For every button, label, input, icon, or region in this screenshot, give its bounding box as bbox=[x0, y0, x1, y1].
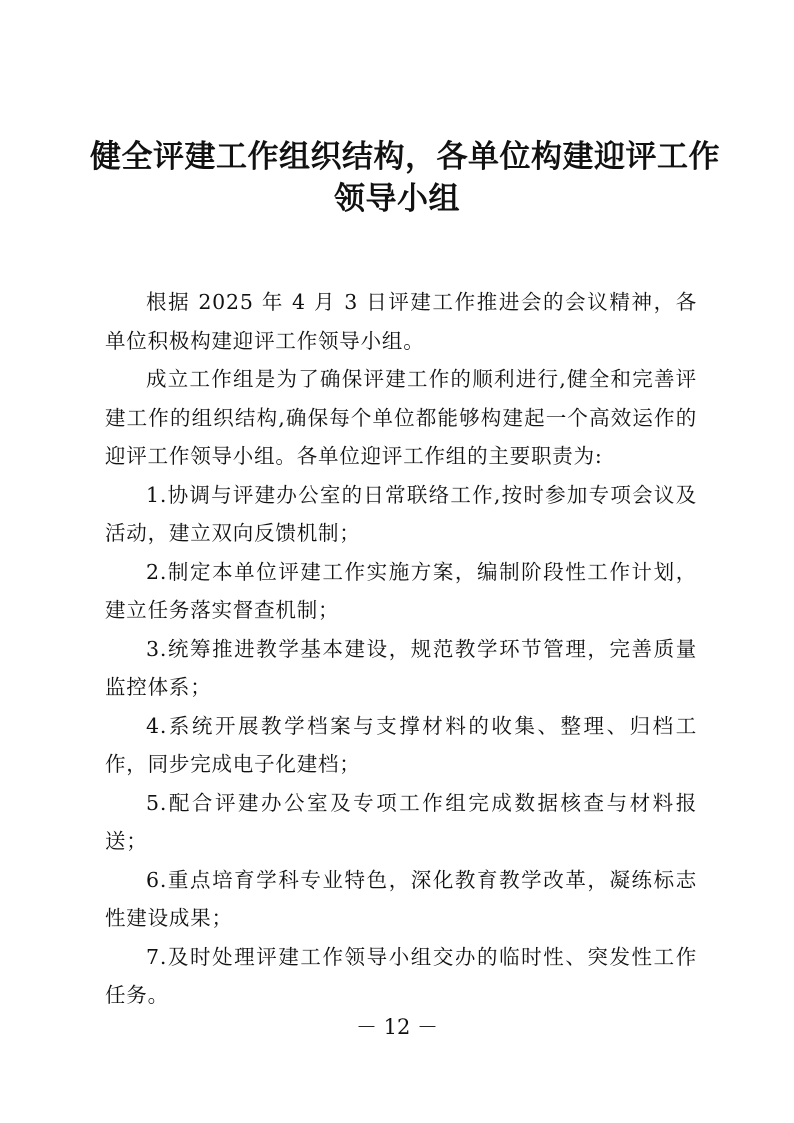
title-line-2: 领导小组 bbox=[334, 181, 460, 217]
duty-item-6: 6.重点培育学科专业特色，深化教育教学改革，凝练标志性建设成果； bbox=[105, 867, 697, 930]
document-body bbox=[105, 283, 697, 1015]
duty-item-2: 2.制定本单位评建工作实施方案，编制阶段性工作计划，建立任务落实督查机制； bbox=[105, 559, 697, 622]
title-line-1: 健全评建工作组织结构，各单位构建迎评工作 bbox=[90, 139, 720, 175]
intro-paragraph: 根据 2025 年 4 月 3 日评建工作推进会的会议精神，各单位积极构建迎评工作领导小组。 bbox=[105, 290, 697, 353]
duty-item-7: 7.及时处理评建工作领导小组交办的临时性、突发性工作任务。 bbox=[105, 944, 697, 1007]
document-title bbox=[90, 136, 720, 220]
duty-item-1: 1.协调与评建办公室的日常联络工作,按时参加专项会议及活动，建立双向反馈机制； bbox=[105, 482, 697, 545]
page-number: － 12 － bbox=[355, 1015, 439, 1039]
purpose-paragraph: 成立工作组是为了确保评建工作的顺利进行,健全和完善评建工作的组织结构,确保每个单位都能够构建起一个高效运作的迎评工作领导小组。各单位迎评工作组的主要职责为: bbox=[105, 367, 697, 468]
duty-item-3: 3.统筹推进教学基本建设，规范教学环节管理，完善质量监控体系； bbox=[105, 636, 697, 699]
duty-item-4: 4.系统开展教学档案与支撑材料的收集、整理、归档工作，同步完成电子化建档； bbox=[105, 713, 697, 776]
duty-item-5: 5.配合评建办公室及专项工作组完成数据核查与材料报送； bbox=[105, 790, 697, 853]
